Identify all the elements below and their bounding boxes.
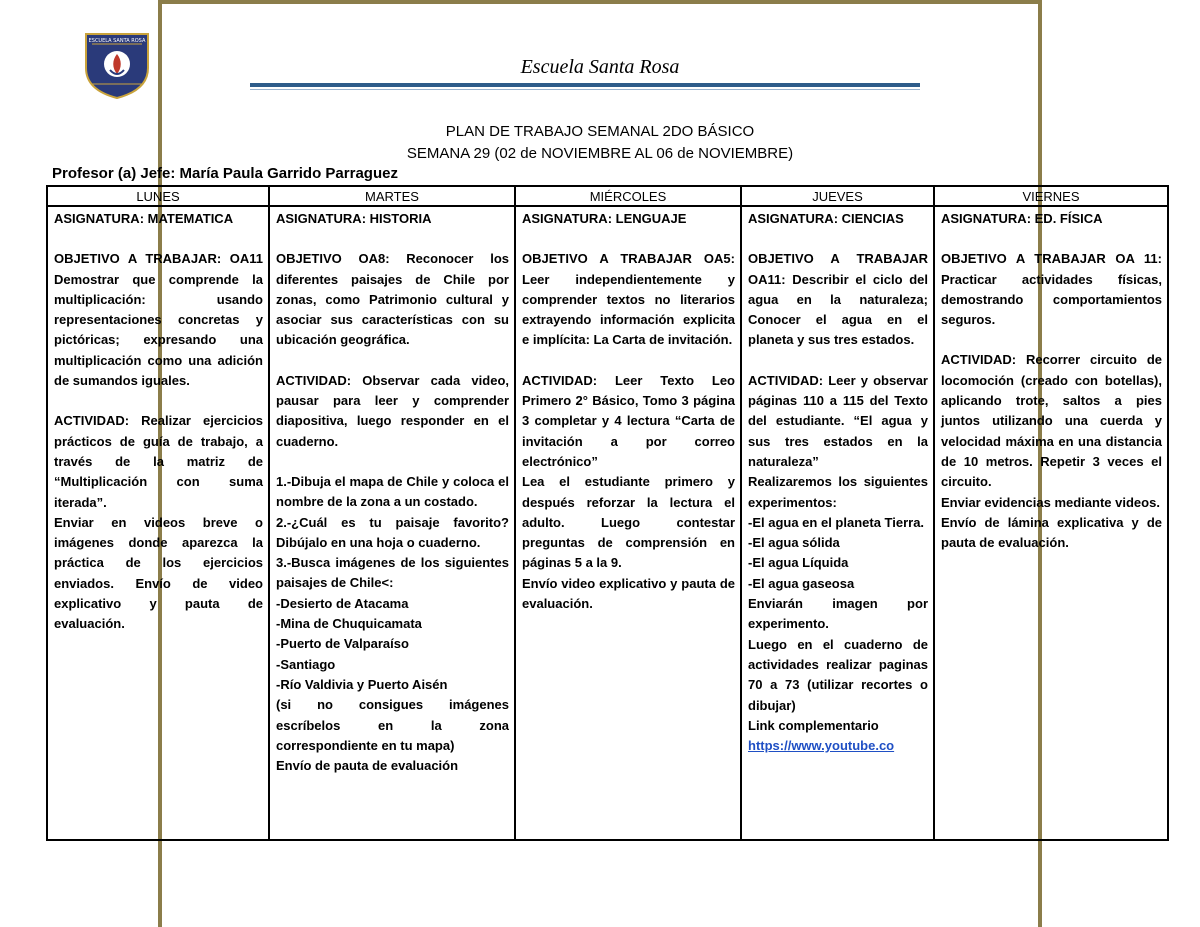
cell-lunes <box>47 206 269 840</box>
step-2-martes: 2.-¿Cuál es tu paisaje favorito? Dibújalo en una hoja o cuaderno. <box>276 514 509 550</box>
delivery-martes: Envío de pauta de evaluación <box>276 758 459 774</box>
teacher-name: Profesor (a) Jefe: María Paula Garrido Parraguez <box>52 165 398 182</box>
place-item: -Mina de Chuquicamata <box>276 616 422 632</box>
frame-top-line <box>160 0 1042 4</box>
school-name: Escuela Santa Rosa <box>520 56 680 78</box>
subject-jueves: ASIGNATURA: CIENCIAS <box>748 211 904 226</box>
week-title: SEMANA 29 (02 de NOVIEMBRE AL 06 de NOVIEMBRE) <box>406 145 794 162</box>
activity-lunes: ACTIVIDAD: Realizar ejercicios prácticos de guía de trabajo, a través de la matriz de “Multiplicación con suma iterada”. <box>54 413 263 510</box>
activity-miercoles: ACTIVIDAD: Leer Texto Leo Primero 2° Básico, Tomo 3 página 3 completar y 4 lectura “Carta de invitación a por correo electrónico” <box>522 372 735 469</box>
place-item: -Río Valdivia y Puerto Aisén <box>276 676 448 692</box>
weekly-plan-table <box>46 185 1169 841</box>
day-header-jueves: JUEVES <box>741 186 934 206</box>
subject-martes: ASIGNATURA: HISTORIA <box>276 211 432 226</box>
link-label-jueves: Link complementario <box>748 717 879 733</box>
note-martes: (si no consigues imágenes escríbelos en la zona correspondiente en tu mapa) <box>276 697 509 753</box>
delivery-jueves: Enviarán imagen por experimento. <box>748 596 928 632</box>
cell-viernes <box>934 206 1168 840</box>
header-rule <box>250 83 920 87</box>
activity-martes: ACTIVIDAD: Observar cada video, pausar para leer y comprender diapositiva, luego responder en el cuaderno. <box>276 372 509 449</box>
objective-viernes: OBJETIVO A TRABAJAR OA 11: Practicar actividades físicas, demostrando comportamientos seguros. <box>941 251 1162 328</box>
day-header-lunes: LUNES <box>47 186 269 206</box>
activity-viernes: ACTIVIDAD: Recorrer circuito de locomoción (creado con botellas), aplicando trote, saltos a pies juntos utilizando una cuerda y velocidad máxima en una distancia de 10 metros. Repetir 3 veces el circuito. <box>941 352 1162 490</box>
subject-lunes: ASIGNATURA: MATEMATICA <box>54 211 234 226</box>
activity-jueves: ACTIVIDAD: Leer y observar páginas 110 a 115 del Texto del estudiante. “El agua y sus tres estados en la naturaleza” <box>748 372 928 469</box>
experiment-item: -El agua Líquida <box>748 555 849 571</box>
experiment-item: -El agua gaseosa <box>748 575 855 591</box>
delivery-miercoles: Envío video explicativo y pauta de evaluación. <box>522 575 735 612</box>
day-header-row <box>47 186 1168 206</box>
day-header-miercoles: MIÉRCOLES <box>515 186 741 206</box>
place-item: -Santiago <box>276 656 336 672</box>
experiment-item: -El agua sólida <box>748 535 840 551</box>
objective-martes: OBJETIVO OA8: Reconocer los diferentes paisajes de Chile por zonas, como Patrimonio cultural y asociar sus características con su ubicación geográfica. <box>276 251 509 348</box>
evidence-viernes: Enviar evidencias mediante videos. <box>941 494 1160 510</box>
subject-viernes: ASIGNATURA: ED. FÍSICA <box>941 211 1103 226</box>
day-header-viernes: VIERNES <box>934 186 1168 206</box>
step-1-martes: 1.-Dibuja el mapa de Chile y coloca el nombre de la zona a un costado. <box>276 473 509 510</box>
place-item: -Puerto de Valparaíso <box>276 636 409 652</box>
delivery-lunes: Enviar en videos breve o imágenes donde aparezca la práctica de los ejercicios enviados. Envío de video explicativo y pauta de evaluación. <box>54 514 263 632</box>
place-item: -Desierto de Atacama <box>276 595 409 611</box>
subject-miercoles: ASIGNATURA: LENGUAJE <box>522 211 687 226</box>
step-3-martes: 3.-Busca imágenes de los siguientes paisajes de Chile<: <box>276 555 509 591</box>
objective-miercoles: OBJETIVO A TRABAJAR OA5: Leer independientemente y comprender textos no literarios extrayendo información explicita e implícita: La Carta de invitación. <box>522 251 735 348</box>
objective-jueves: OBJETIVO A TRABAJAR OA11: Describir el ciclo del agua en la naturaleza; Conocer el agua en el planeta y sus tres estados. <box>748 251 928 348</box>
crest-logo-text: ESCUELA SANTA ROSA <box>88 38 146 44</box>
experiments-jueves: Realizaremos los siguientes experimentos: <box>748 474 928 510</box>
plan-title: PLAN DE TRABAJO SEMANAL 2DO BÁSICO <box>445 123 755 140</box>
cell-miercoles <box>515 206 741 840</box>
reading-miercoles: Lea el estudiante primero y después reforzar la lectura el adulto. Luego contestar preguntas de comprensión en páginas 5 a la 9. <box>522 474 735 571</box>
notebook-jueves: Luego en el cuaderno de actividades realizar paginas 70 a 73 (utilizar recortes o dibujar) <box>748 636 928 713</box>
day-header-martes: MARTES <box>269 186 515 206</box>
delivery-viernes: Envío de lámina explicativa y de pauta de evaluación. <box>941 514 1162 551</box>
cell-jueves <box>741 206 934 840</box>
experiment-item: -El agua en el planeta Tierra. <box>748 514 925 530</box>
header-rule-thin <box>250 89 920 90</box>
youtube-link[interactable]: https://www.youtube.co <box>748 738 895 754</box>
cell-martes <box>269 206 515 840</box>
plan-row <box>47 206 1168 840</box>
objective-lunes: OBJETIVO A TRABAJAR: OA11 Demostrar que comprende la multiplicación: usando representaciones concretas y pictóricas; expresando una multiplicación como una adición de sumandos iguales. <box>54 251 263 389</box>
